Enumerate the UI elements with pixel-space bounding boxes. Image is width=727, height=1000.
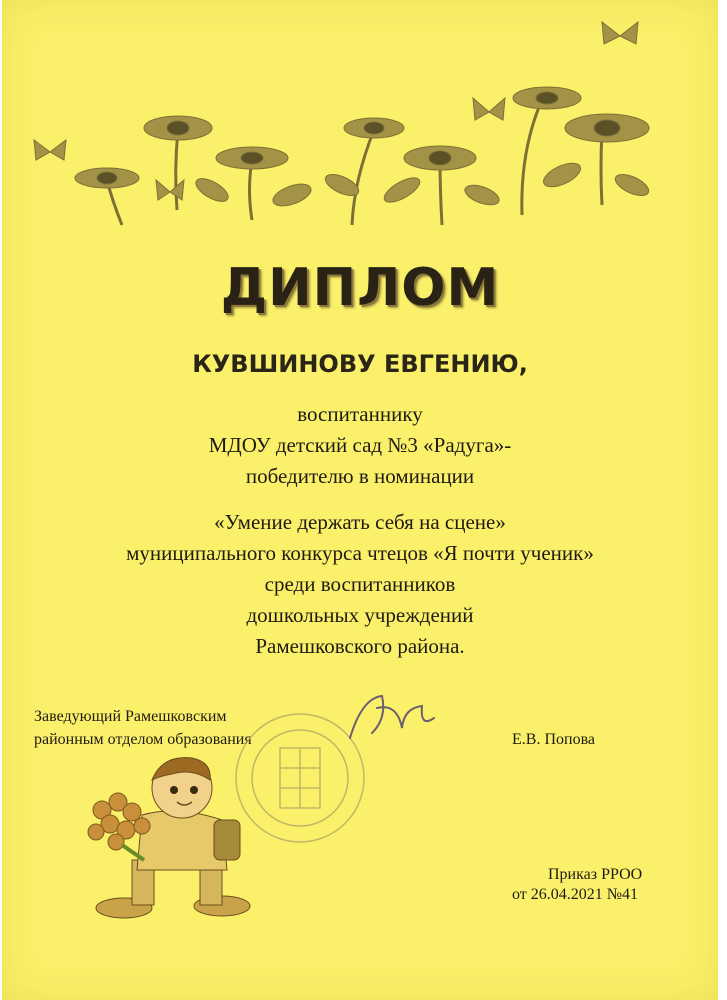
signer-position-line1: Заведующий Рамешковским [34,708,227,725]
diploma-title: ДИПЛОМ [220,258,500,318]
handwritten-signature [342,688,442,748]
signer-name: Е.В. Попова [512,731,596,748]
nomination-line: «Умение держать себя на сцене» [214,510,506,534]
flowers-decoration [2,0,718,240]
body-line: дошкольных учреждений [246,603,474,627]
boy-with-bouquet-illustration [82,750,282,920]
body-line: воспитаннику [297,402,423,426]
diploma-sheet [2,0,718,1000]
body-line: МДОУ детский сад №3 «Радуга»- [208,433,512,457]
body-line: Рамешковского района. [255,634,465,658]
order-line2: от 26.04.2021 №41 [512,886,639,903]
signer-position-line2: районным отделом образования [34,731,252,748]
body-line: муниципального конкурса чтецов «Я почти ученик» [126,541,594,565]
order-line1: Приказ РРОО [548,866,643,883]
body-line: победителю в номинации [245,464,475,488]
body-line: среди воспитанников [264,572,456,596]
recipient-name: КУВШИНОВУ ЕВГЕНИЮ, [192,350,528,378]
